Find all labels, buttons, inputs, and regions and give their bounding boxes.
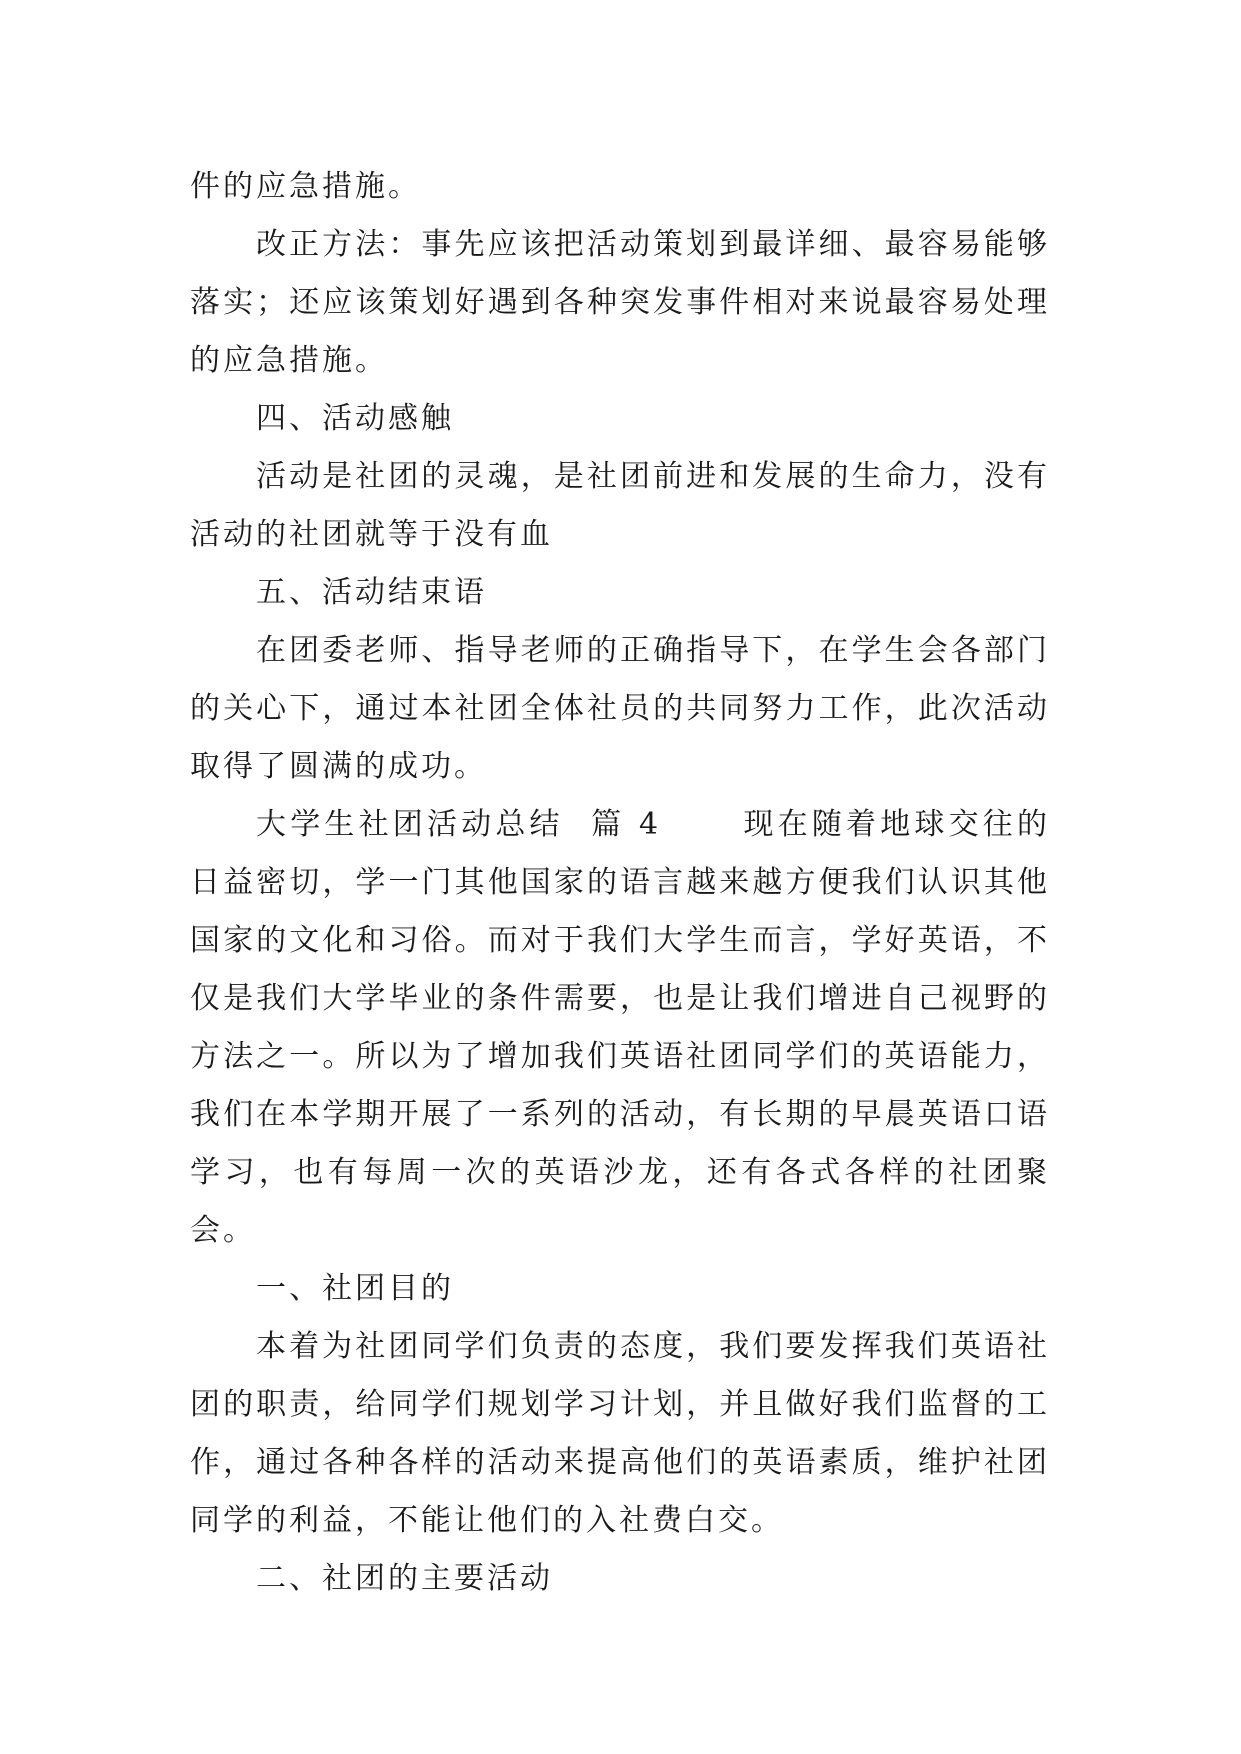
paragraph-continuation: 件的应急措施。	[190, 169, 421, 204]
document-body	[190, 158, 1050, 1608]
paragraph-closing: 在团委老师、指导老师的正确指导下，在学生会各部门的关心下，通过本社团全体社员的共同努力工作，此次活动取得了圆满的成功。	[190, 633, 1050, 784]
paragraph-correction-method: 改正方法：事先应该把活动策划到最详细、最容易能够落实；还应该策划好遇到各种突发事件相对来说最容易处理的应急措施。	[190, 227, 1050, 378]
heading-main-activities: 二、社团的主要活动	[256, 1561, 553, 1596]
heading-closing-remarks: 五、活动结束语	[256, 575, 487, 610]
paragraph-club-purpose: 本着为社团同学们负责的态度，我们要发挥我们英语社团的职责，给同学们规划学习计划，并且做好我们监督的工作，通过各种各样的活动来提高他们的英语素质，维护社团同学的利益，不能让他们的入社费白交。	[190, 1329, 1050, 1538]
heading-club-purpose: 一、社团目的	[256, 1271, 454, 1306]
paragraph-activity-soul: 活动是社团的灵魂，是社团前进和发展的生命力，没有活动的社团就等于没有血	[190, 459, 1050, 552]
heading-activity-reflection: 四、活动感触	[256, 401, 454, 436]
paragraph-summary-part4: 大学生社团活动总结 篇 4 现在随着地球交往的日益密切，学一门其他国家的语言越来越方便我们认识其他国家的文化和习俗。而对于我们大学生而言，学好英语，不仅是我们大学毕业的条件需要，也是让我们增进自己视野的方法之一。所以为了增加我们英语社团同学们的英语能力，我们在本学期开展了一系列的活动，有长期的早晨英语口语学习，也有每周一次的英语沙龙，还有各式各样的社团聚会。	[190, 807, 1050, 1248]
